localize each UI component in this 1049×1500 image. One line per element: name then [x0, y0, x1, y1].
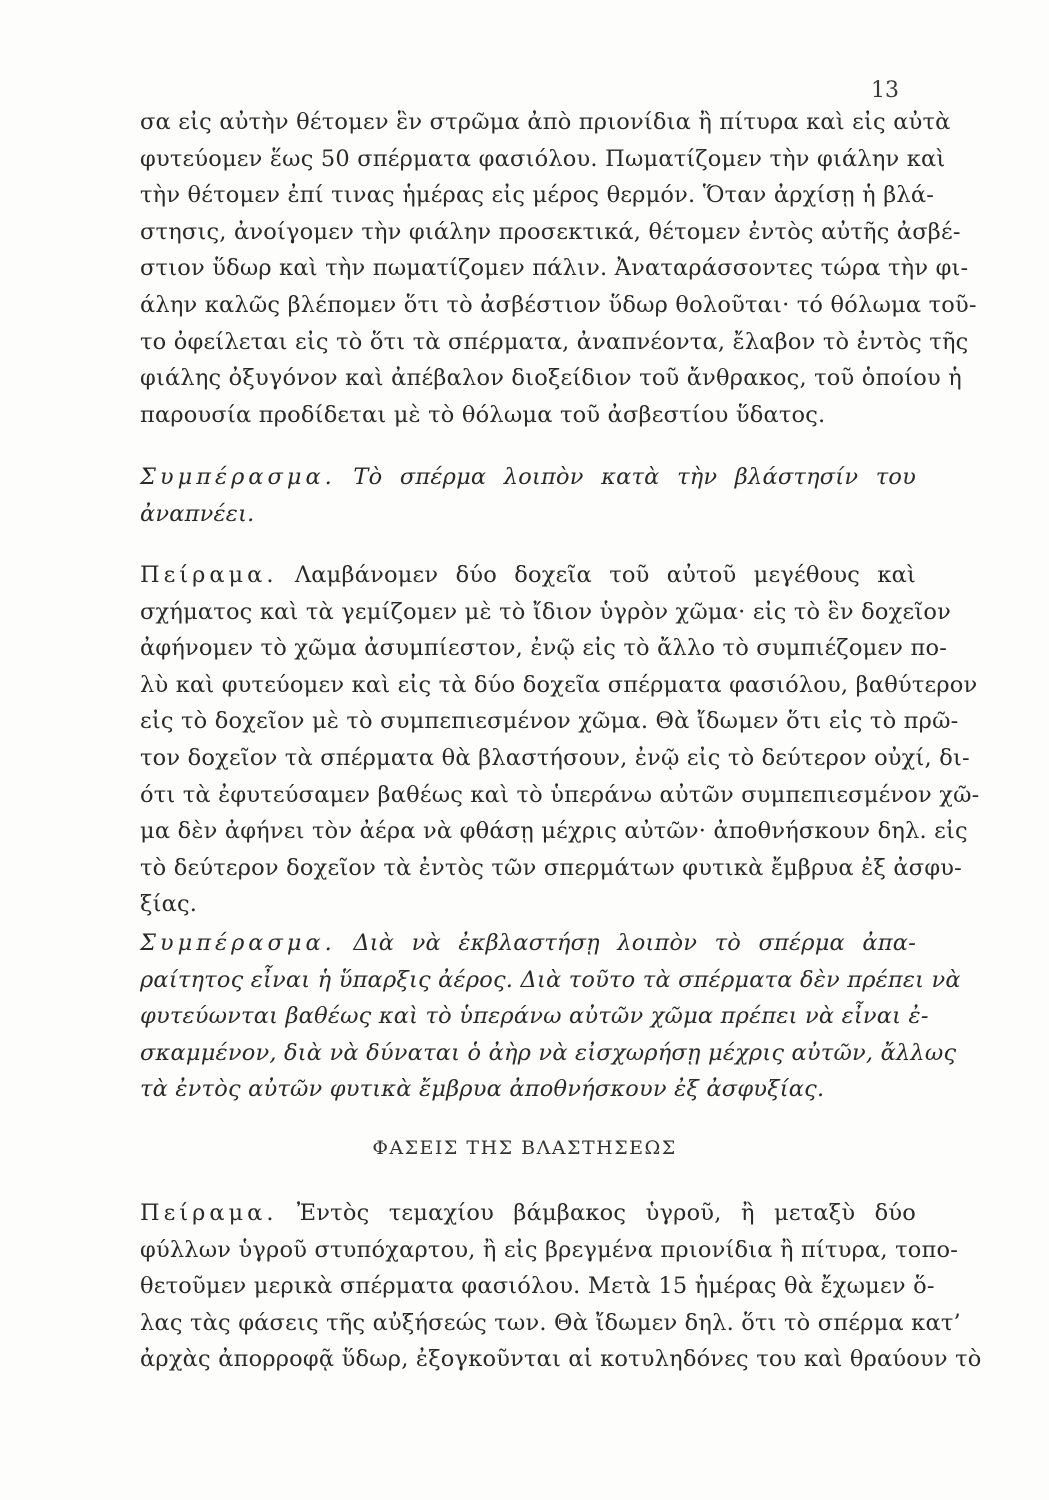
- text-line: ἀναπνέει.: [140, 500, 255, 527]
- text-line: [140, 925, 916, 962]
- text-line: παρουσία προδίδεται μὲ τὸ θόλωμα τοῦ ἀσβεστίου ὕδατος.: [140, 401, 826, 428]
- conclusion-text: Διὰ νὰ ἐκβλαστήσῃ λοιπὸν τὸ σπέρμα ἀπα-: [353, 930, 916, 956]
- text-line: μα δὲν ἀφήνει τὸν ἀέρα νὰ φθάσῃ μέχρις αὐτῶν· ἀποθνήσκουν δηλ. εἰς: [140, 818, 968, 845]
- paragraph-experiment-3: [140, 1195, 982, 1378]
- text-line: ἀρχὰς ἀπορροφᾷ ὕδωρ, ἐξογκοῦνται αἱ κοτυληδόνες του καὶ θραύουν τὸ: [140, 1346, 982, 1373]
- text-line: σκαμμένον, διὰ νὰ δύναται ὁ ἀὴρ νὰ εἰσχωρήσῃ μέχρις αὐτῶν, ἄλλως: [140, 1039, 957, 1066]
- text-line: τὸ δεύτερον δοχεῖον τὰ ἐντὸς τῶν σπερμάτων φυτικὰ ἔμβρυα ἐξ ἀσφυ-: [140, 854, 962, 881]
- paragraph-experiment-continuation: [140, 104, 977, 433]
- text-line: [140, 459, 916, 496]
- text-line: τὴν θέτομεν ἐπί τινας ἡμέρας εἰς μέρος θερμόν. Ὅταν ἀρχίσῃ ἡ βλά-: [140, 182, 935, 209]
- text-line: στησις, ἀνοίγομεν τὴν φιάλην προσεκτικά, θέτομεν ἐντὸς αὐτῆς ἀσβέ-: [140, 218, 961, 245]
- text-line: φύλλων ὑγροῦ στυπόχαρτου, ἢ εἰς βρεγμένα πριονίδια ἢ πίτυρα, τοπο-: [140, 1236, 959, 1263]
- text-line: το ὀφείλεται εἰς τὸ ὅτι τὰ σπέρματα, ἀναπνέοντα, ἔλαβον τὸ ἐντὸς τῆς: [140, 328, 969, 355]
- text-line: τὰ ἐντὸς αὐτῶν φυτικὰ ἔμβρυα ἀποθνήσκουν ἐξ ἀσφυξίας.: [140, 1076, 825, 1103]
- text-line: φυτεύομεν ἕως 50 σπέρματα φασιόλου. Πωματίζομεν τὴν φιάλην καὶ: [140, 145, 946, 172]
- text-line: λας τὰς φάσεις τῆς αὐξήσεώς των. Θὰ ἴδωμεν δηλ. ὅτι τὸ σπέρμα κατ’: [140, 1309, 961, 1336]
- text-line: εἰς τὸ δοχεῖον μὲ τὸ συμπεπιεσμένον χῶμα. Θὰ ἴδωμεν ὅτι εἰς τὸ πρῶ-: [140, 708, 959, 735]
- text-line: θετοῦμεν μερικὰ σπέρματα φασιόλου. Μετὰ 15 ἡμέρας θὰ ἔχωμεν ὅ-: [140, 1273, 935, 1300]
- text-line: λὺ καὶ φυτεύομεν καὶ εἰς τὰ δύο δοχεῖα σπέρματα φασιόλου, βαθύτερον: [140, 671, 978, 698]
- experiment-text: Ἐντὸς τεμαχίου βάμβακος ὑγροῦ, ἢ μεταξὺ δύο: [296, 1200, 916, 1226]
- experiment-label: Πείραμα.: [140, 562, 278, 588]
- paragraph-conclusion-1: [140, 459, 916, 532]
- text-line: [140, 557, 916, 594]
- text-line: ξίας.: [140, 891, 198, 918]
- text-line: σα εἰς αὐτὴν θέτομεν ἓν στρῶμα ἀπὸ πριονίδια ἢ πίτυρα καὶ εἰς αὐτὰ: [140, 109, 951, 135]
- text-line: άλην καλῶς βλέπομεν ὅτι τὸ ἀσβέστιον ὕδωρ θολοῦται· τό θόλωμα τοῦ-: [140, 291, 977, 318]
- conclusion-text: Τὸ σπέρμα λοιπὸν κατὰ τὴν βλάστησίν του: [353, 464, 916, 490]
- text-line: φυτεύωνται βαθέως καὶ τὸ ὑπεράνω αὐτῶν χῶμα πρέπει νὰ εἶναι ἐ-: [140, 1003, 929, 1030]
- conclusion-label: Συμπέρασμα.: [140, 464, 336, 490]
- section-heading: ΦΑΣΕΙΣ ΤΗΣ ΒΛΑΣΤΗΣΕΩΣ: [372, 1137, 677, 1159]
- text-line: τον δοχεῖον τὰ σπέρματα θὰ βλαστήσουν, ἐνῷ εἰς τὸ δεύτερον οὐχί, δι-: [140, 744, 970, 771]
- text-line: [140, 1195, 916, 1232]
- text-line: ότι τὰ ἐφυτεύσαμεν βαθέως καὶ τὸ ὑπεράνω αὐτῶν συμπεπιεσμένον χῶ-: [140, 781, 980, 808]
- page-number: 13: [871, 78, 899, 103]
- text-line: ἀφήνομεν τὸ χῶμα ἀσυμπίεστον, ἐνῷ εἰς τὸ ἄλλο τὸ συμπιέζομεν πο-: [140, 635, 948, 662]
- experiment-label: Πείραμα.: [140, 1200, 278, 1226]
- paragraph-experiment-2: [140, 557, 980, 923]
- conclusion-label: Συμπέρασμα.: [140, 930, 336, 956]
- text-line: ραίτητος εἶναι ἡ ὕπαρξις ἀέρος. Διὰ τοῦτο τὰ σπέρματα δὲν πρέπει νὰ: [140, 966, 961, 993]
- text-line: φιάλης ὀξυγόνον καὶ ἀπέβαλον διοξείδιον τοῦ ἄνθρακος, τοῦ ὁποίου ἡ: [140, 365, 962, 392]
- text-line: σχήματος καὶ τὰ γεμίζομεν μὲ τὸ ἴδιον ὑγρὸν χῶμα· εἰς τὸ ἓν δοχεῖον: [140, 598, 951, 625]
- text-line: στιον ὕδωρ καὶ τὴν πωματίζομεν πάλιν. Ἀναταράσσοντες τώρα τὴν φι-: [140, 255, 969, 282]
- experiment-text: Λαμβάνομεν δύο δοχεῖα τοῦ αὐτοῦ μεγέθους καὶ: [294, 562, 916, 588]
- paragraph-conclusion-2: [140, 925, 961, 1108]
